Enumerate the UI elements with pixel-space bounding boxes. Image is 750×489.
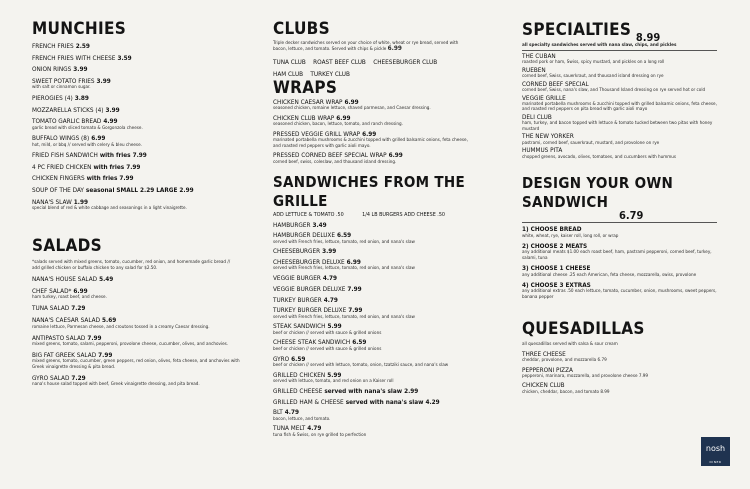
grille-add-cheese: 1/4 LB BURGERS ADD CHEESE .50 [362,212,446,219]
quesadillas-list [522,351,717,395]
menu-item-price: 1.99 [73,197,88,206]
menu-item [273,232,468,245]
menu-item-price: 5.99 [327,322,342,331]
menu-item-name: GRILLED CHICKEN [273,370,326,379]
menu-item-price: 4.99 [103,117,118,126]
menu-item-description: any additional cheese .25 each American, feta cheese, mozzarella, swiss, provolone [522,272,697,278]
menu-item [32,164,242,171]
menu-item-name: STEAK SANDWICH [273,322,326,331]
menu-item-price: 6.99 [91,134,106,143]
menu-item-name: PRESSED VEGGIE GRILL WRAP [273,130,361,138]
menu-item-price: 7.29 [71,373,86,382]
menu-item-description: served with French fries, lettuce, tomato, red onion, and nana's slaw [273,266,415,272]
clubs-title: CLUBS [273,19,330,39]
design-title: DESIGN YOUR OWN SANDWICH [522,174,674,212]
menu-item-description: marinated portabella mushrooms & zucchini topped with grilled balsamic onions, feta cheese, and roasted red peppers with garlic aioli mayo. [273,138,468,149]
menu-item-description: chopped greens, avocado, olives, tomatoes, and cucumbers with hummus [522,154,677,160]
grille-add-lettuce: ADD LETTUCE & TOMATO .50 [273,212,344,219]
menu-item-name: 3) CHOOSE 1 CHEESE [522,264,591,273]
menu-item-name: SOUP OF THE DAY [32,185,84,194]
menu-item-description: tuna fish & Swiss, on rye grilled to perfection [273,432,367,438]
menu-item-name: NANA'S HOUSE SALAD [32,274,98,283]
design-price: 6.79 [619,209,644,223]
menu-item-name: VEGGIE BURGER DELUXE [273,284,346,293]
menu-item-price: 3.99 [73,65,88,74]
clubs-desc-text: Triple decker sandwiches served on your choice of white, wheat or rye bread, served with bacon, lettuce, and tomato. Served with chips & pickle [273,41,459,53]
menu-item-description: marinated portabella mushrooms & zucchini topped with grilled balsamic onions, feta cheese, and roasted red peppers on pita bread with garlic aioli mayo [522,102,717,113]
menu-item-name: CHEESE STEAK SANDWICH [273,338,351,347]
menu-item-price: 4.79 [307,424,322,433]
menu-item-price: 6.59 [291,354,306,363]
grille-title: SANDWICHES FROM THE GRILLE [273,173,466,211]
menu-item-description: served with French fries, lettuce, tomato, red onion, and nana's slaw [273,314,415,320]
menu-item-price: 7.99 [98,350,113,359]
club-item: HAM CLUB [273,69,304,78]
menu-item [522,147,717,160]
menu-item [273,356,468,369]
menu-item-price: 3.89 [74,93,89,102]
menu-item-name: PEPPERONI PIZZA [522,365,573,374]
menu-item-description: hot, mild, or bbq // served with celery & bleu cheese. [32,142,142,148]
design-list [522,226,717,300]
menu-item-price: 4.79 [322,274,338,283]
menu-item-name: BIG FAT GREEK SALAD [32,350,97,359]
menu-item-name: FRIED FISH SANDWICH [32,151,98,160]
menu-item [522,351,717,364]
menu-item-name: HUMMUS PITA [522,146,563,155]
menu-item-name: DELI CLUB [522,113,552,121]
menu-item [32,187,242,194]
salads-list [32,276,242,388]
menu-item-price: seasonal SMALL 2.29 LARGE 2.99 [85,185,194,194]
menu-item [32,276,242,283]
menu-item [522,95,717,113]
menu-item-description: white, wheat, rye, kaiser roll, long roll, or wrap [522,233,619,239]
menu-item-name: HAMBURGER [273,220,311,229]
menu-item-description: beef or chicken // served with sauce & grilled onions [273,346,382,352]
menu-item-description: pastrami, corned beef, sauerkraut, mustard, and provolone on rye [522,140,660,146]
menu-item-description: any additional extras .50 each lettuce, tomato, cucumber, onion, mushrooms, sweet peppers, banana pepper [522,289,717,300]
menu-item-name: BLT [273,408,283,417]
menu-item-name: VEGGIE GRILLE [522,93,566,102]
menu-item-price: 5.99 [327,370,342,379]
quesadillas-note: all quesadillas served with salsa & sour cream [522,342,618,348]
menu-item [273,152,468,165]
menu-item-description: corned beef, Swiss, sauerkraut, and thousand island dressing on rye [522,74,664,79]
menu-item [32,55,242,62]
menu-item-price: 3.49 [312,220,327,229]
menu-item-name: FRENCH FRIES WITH CHEESE [32,53,116,62]
menu-item-name: FRENCH FRIES [32,42,74,51]
menu-item-description: seasoned chicken, romaine lettuce, shaved parmesan, and Caesar dressing. [273,106,431,112]
menu-item-price: 3.59 [117,53,132,62]
menu-item-description: with salt or cinnamon sugar. [32,85,91,91]
menu-item-description: mixed greens, tomato, salami, pepperoni, provolone cheese, cucumber, olives, and anchovies. [32,341,229,347]
menu-item-price: 5.69 [102,316,117,325]
menu-item [32,107,242,114]
menu-item-name: CHEESEBURGER DELUXE [273,258,345,267]
menu-item [522,282,717,300]
menu-item-price: with fries 7.99 [99,151,147,160]
menu-item-name: GYRO SALAD [32,373,70,382]
logo-text: nosh [705,444,726,453]
menu-item [522,53,717,66]
menu-item-description: seasoned chicken, bacon, lettuce, tomato, and ranch dressing. [273,122,403,128]
menu-item-price: with fries 7.99 [86,174,134,183]
menu-item-description: served with lettuce, tomato, and red onion on a Kaiser roll [273,379,394,385]
menu-item-name: GRILLED CHEESE [273,386,323,395]
menu-item [273,286,468,293]
menu-item [522,243,717,261]
menu-item-price: 3.99 [105,105,120,114]
menu-item-name: 4) CHOOSE 3 EXTRAS [522,281,591,290]
quesadillas-title: QUESADILLAS [522,319,645,340]
munchies-column [32,0,242,388]
menu-item [32,118,242,131]
menu-item [32,375,242,388]
menu-item-description: served with French fries, lettuce, tomato, red onion, and nana's slaw [273,239,415,245]
menu-item [273,339,468,352]
menu-item [32,135,242,148]
menu-item [273,259,468,272]
menu-item-description: romaine lettuce, Parmesan cheese, and croutons tossed in a creamy Caesar dressing. [32,324,210,330]
clubs-row-1 [273,58,468,66]
menu-item-description: beef or chicken // served with sauce & grilled onions [273,330,382,336]
menu-item [32,152,242,159]
grille-list [273,222,468,439]
menu-item-price: with fries 7.99 [93,162,141,171]
salads-note: *salads served with mixed greens, tomato, cucumber, red onion, and homemade garlic bread // add grilled chicken or buffalo chicken to any salad for $2.50. [32,260,231,271]
specialties-header [522,20,717,44]
menu-item-name: TOMATO GARLIC BREAD [32,117,102,126]
specialties-price: 8.99 [635,31,661,44]
menu-item-name: TURKEY BURGER DELUXE [273,306,347,315]
menu-item-price: served with nana's slaw 4.29 [345,397,440,406]
menu-item-name: GYRO [273,354,290,363]
menu-item-description: nana's house salad topped with beef, Greek vinaigrette dressing, and pita bread. [32,382,200,388]
menu-item [32,78,242,91]
menu-item [522,67,717,80]
menu-item-name: NANA'S SLAW [32,197,72,206]
menu-item-description: pepperoni, marinara, mozzarella, and provolone cheese 7.99 [522,373,649,379]
menu-item-description: chicken, cheddar, bacon, and tomato 8.99 [522,389,610,395]
menu-item [273,131,468,149]
menu-item [273,323,468,336]
munchies-list [32,43,242,211]
right-column [522,0,717,395]
menu-item [522,81,717,94]
menu-item-price: 6.99 [73,286,88,295]
menu-item [273,425,468,438]
menu-item-description: any additional meats $1.00 each roast beef, ham, pastrami pepperoni, corned beef, turkey, salami, tuna [522,250,712,261]
menu-item [273,297,468,304]
nosh-logo [701,437,730,466]
menu-item [273,307,468,320]
wraps-list [273,99,468,165]
menu-item-name: 4 PC FRIED CHICKEN [32,162,92,171]
menu-item [273,222,468,229]
club-item: TURKEY CLUB [310,69,350,78]
menu-item-name: RUEBEN [522,65,546,74]
menu-item-price: 6.99 [362,130,377,138]
menu-item-description: corned beef, Swiss, nana's slaw, and Thousand Island dressing on rye served hot or cold [522,88,706,93]
menu-item-price: 4.79 [284,408,299,417]
menu-item-name: CHICKEN CAESAR WRAP [273,98,343,106]
menu-item-description: mixed greens, tomato, cucumber, green peppers, red onion, olives, feta cheese, and anchovies with Greek vinaigrette dressing & pita bread. [32,359,240,370]
menu-item [273,115,468,128]
specialties-list [522,53,717,161]
menu-item-name: THE CUBAN [522,51,556,60]
menu-item-price: 7.29 [71,304,86,313]
clubs-row-2 [273,70,468,78]
menu-item-price: 3.99 [96,76,111,85]
logo-sub: DINER [709,460,722,464]
menu-item-price: 7.99 [87,333,102,342]
menu-item [273,388,468,395]
menu-item [273,275,468,282]
menu-item-name: CHICKEN CLUB WRAP [273,114,335,122]
wraps-title: WRAPS [273,77,338,98]
menu-item-price: 5.49 [99,274,114,283]
menu-item [522,367,717,380]
menu-item-price: 6.99 [344,98,359,106]
menu-item-description: garlic bread with sliced tomato & Gorgonzola cheese. [32,125,143,131]
menu-item-description: roasted pork or ham, Swiss, spicy mustard, and pickles on a long roll [522,60,665,65]
menu-item-description: cheddar, provolone, and mozzarella 6.79 [522,358,607,364]
menu-item-description: bacon, lettuce, and tomato. [273,416,331,422]
menu-item-name: GRILLED HAM & CHEESE [273,397,344,406]
menu-item [522,133,717,146]
menu-item-description: ham turkey, roast beef, and cheese. [32,295,107,301]
menu-item-price: 6.99 [388,151,403,160]
menu-item-name: PIEROGIES (4) [32,93,73,102]
menu-item-price: 6.99 [346,258,361,267]
menu-item-name: NANA'S CAESAR SALAD [32,316,101,325]
menu-item-name: TURKEY BURGER [273,295,322,304]
salads-title: SALADS [32,236,102,257]
menu-item [32,305,242,312]
menu-item-description: corned beef, swiss, coleslaw, and thousand island dressing. [273,159,397,165]
menu-item [522,265,717,278]
menu-item-description: beef or chicken // served with lettuce, tomato, onion, tzatziki sauce, and nana's slaw [273,362,449,368]
menu-item [32,95,242,102]
menu-item [273,399,468,406]
middle-column [273,0,468,438]
design-divider [522,222,717,223]
specialties-title: SPECIALTIES [522,20,632,40]
club-item: CHEESEBURGER CLUB [373,57,438,66]
menu-item-name: TUNA SALAD [32,304,70,313]
menu-item [522,382,717,395]
menu-item-name: ONION RINGS [32,65,72,74]
menu-item [273,99,468,112]
menu-item-description: ham, turkey, and bacon topped with lettuce & tomato tucked between two pitas with honey mustard [522,121,713,132]
menu-item [273,372,468,385]
menu-item-price: 6.59 [352,338,367,347]
menu-item-name: PRESSED CORNED BEEF SPECIAL WRAP [273,151,387,160]
menu-item-name: CHICKEN CLUB [522,381,565,390]
menu-item-name: 2) CHOOSE 2 MEATS [522,242,588,251]
menu-item-name: BUFFALO WINGS (8) [32,134,90,143]
menu-item [32,66,242,73]
menu-item-name: TUNA MELT [273,424,306,433]
menu-item-name: CHEF SALAD* [32,286,72,295]
menu-item-name: CHICKEN FINGERS [32,174,85,183]
menu-item-price: 3.99 [322,247,337,256]
menu-item [273,248,468,255]
menu-item [32,288,242,301]
munchies-title: MUNCHIES [32,19,127,39]
menu-item [32,352,242,370]
menu-item [273,409,468,422]
menu-item-price: 7.99 [348,306,363,315]
menu-item-price: 4.79 [323,295,338,304]
menu-item-price: 6.59 [337,231,352,240]
club-item: ROAST BEEF CLUB [313,57,366,66]
menu-item [32,175,242,182]
menu-item-name: MOZZARELLA STICKS (4) [32,105,104,114]
menu-item-name: CHEESEBURGER [273,247,321,256]
menu-item-name: CORNED BEEF SPECIAL [522,79,589,88]
menu-item [32,335,242,348]
menu-item [32,199,242,212]
menu-item-price: 2.59 [75,42,90,51]
menu-item-description: special blend of red & white cabbage and seasonings in a light vinaigrette. [32,205,187,211]
menu-item-name: THREE CHEESE [522,349,566,358]
menu-item-name: THE NEW YORKER [522,132,574,141]
menu-item [522,226,717,239]
club-item: TUNA CLUB [273,57,306,66]
menu-item-price: served with nana's slaw 2.99 [324,386,419,395]
menu-item-price: 6.99 [336,114,351,122]
menu-item-name: 1) CHOOSE BREAD [522,225,582,234]
grille-addons [273,211,468,219]
clubs-desc [273,41,465,53]
menu-item-name: VEGGIE BURGER [273,274,321,283]
menu-item [32,43,242,50]
menu-item-price: 7.99 [347,284,362,293]
specialties-note: all specialty sandwiches served with nana slaw, chips, and pickles [522,43,677,48]
menu-item-name: ANTIPASTO SALAD [32,333,86,342]
menu-item [522,114,717,132]
menu-item [32,317,242,330]
menu-item-name: HAMBURGER DELUXE [273,231,335,240]
menu-item-name: SWEET POTATO FRIES [32,76,95,85]
clubs-price: 6.99 [387,44,402,53]
